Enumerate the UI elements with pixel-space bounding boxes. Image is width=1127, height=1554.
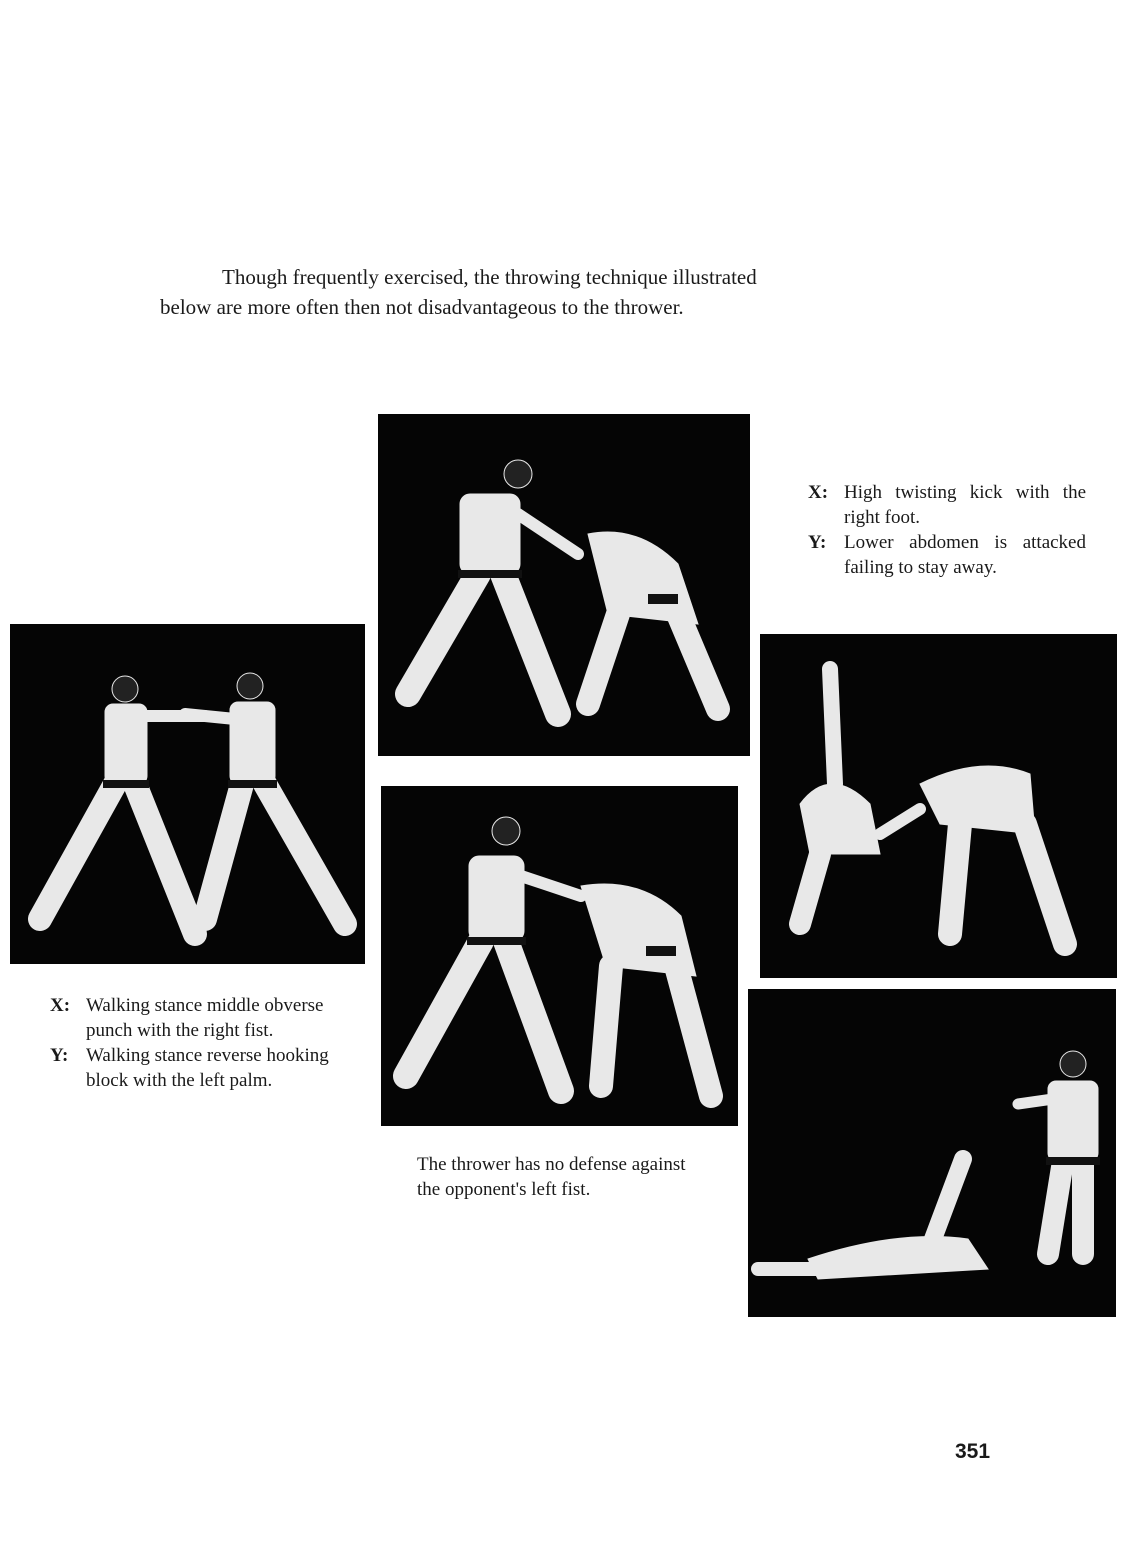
caption-right-x: [808, 480, 1086, 530]
caption-left-y-text: Walking stance reverse hooking block with the left palm.: [86, 1045, 329, 1091]
caption-left-x-label: X:: [50, 995, 71, 1016]
caption-left-x: [50, 993, 340, 1043]
photo-figures-middle: [381, 786, 738, 1126]
page-number: 351: [955, 1440, 991, 1463]
caption-left: [50, 993, 340, 1093]
intro-line-1: Though frequently exercised, the throwing technique illustrated: [222, 265, 757, 289]
photo-figures-left: [10, 624, 365, 964]
caption-right: [808, 480, 1086, 580]
intro-text: [160, 262, 980, 322]
photo-grab-middle: [381, 786, 738, 1126]
caption-right-y-text: Lower abdomen is attacked failing to stay away.: [844, 532, 1086, 578]
caption-right-y: [808, 530, 1086, 580]
photo-figures-top: [378, 414, 750, 756]
photo-walking-stance-punch: [10, 624, 365, 964]
caption-right-x-label: X:: [808, 482, 829, 503]
caption-left-y: [50, 1043, 340, 1093]
photo-figures-right-lower: [748, 989, 1116, 1317]
caption-middle: [417, 1152, 707, 1202]
photo-grab-top: [378, 414, 750, 756]
photo-high-twisting-kick: [760, 634, 1117, 978]
caption-right-y-label: Y:: [808, 532, 827, 553]
photo-figures-right-upper: [760, 634, 1117, 978]
photo-thrower-on-ground: [748, 989, 1116, 1317]
caption-right-x-text: High twisting kick with the right foot.: [844, 482, 1086, 528]
caption-left-y-label: Y:: [50, 1045, 69, 1066]
caption-left-x-text: Walking stance middle obverse punch with the right fist.: [86, 995, 324, 1041]
caption-middle-text: The thrower has no defense against the opponent's left fist.: [417, 1154, 686, 1200]
intro-line-2: below are more often then not disadvantageous to the thrower.: [160, 295, 684, 319]
